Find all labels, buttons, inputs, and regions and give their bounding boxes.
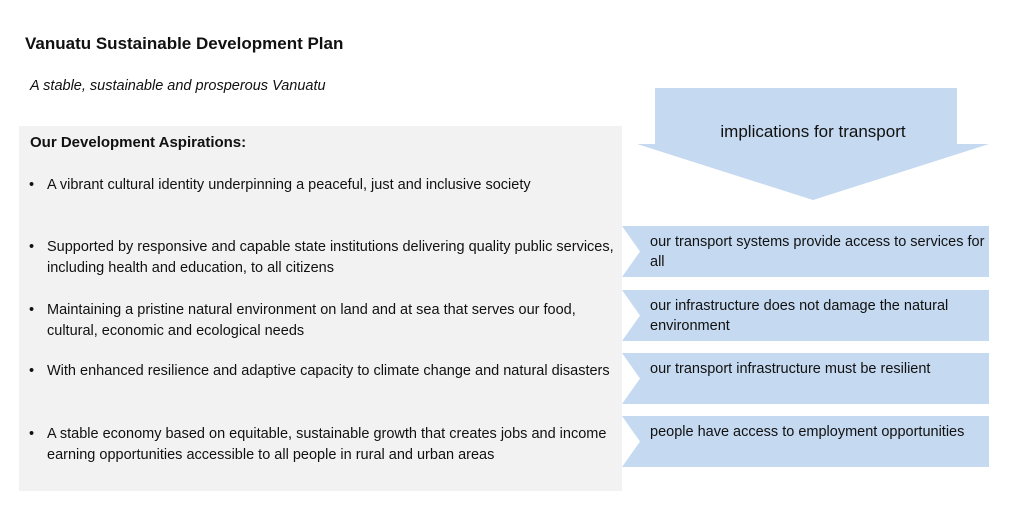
transport-header: implications for transport: [720, 122, 906, 141]
aspiration-item: [29, 361, 614, 382]
bullet-dot: •: [29, 426, 35, 442]
aspiration-text: Maintaining a pristine natural environment on land and at sea that serves our food, cultural, economic and ecological needs: [47, 302, 576, 339]
aspiration-item: [29, 300, 614, 342]
bullet-dot: •: [29, 177, 35, 193]
aspirations-heading: Our Development Aspirations:: [30, 134, 247, 151]
aspiration-text: A vibrant cultural identity underpinning a peaceful, just and inclusive society: [47, 177, 531, 193]
bullet-dot: •: [29, 363, 35, 379]
transport-arrow-shape: [637, 88, 989, 200]
aspiration-text: Supported by responsive and capable state institutions delivering quality public services, including health and education, to all citizens: [47, 239, 614, 276]
aspiration-item: [29, 237, 614, 279]
transport-down-arrow: [637, 88, 989, 200]
implication-text: our transport infrastructure must be resilient: [650, 361, 931, 377]
aspiration-text: A stable economy based on equitable, sustainable growth that creates jobs and income earning opportunities accessible to all people in rural and urban areas: [47, 426, 607, 463]
implication-text: our infrastructure does not damage the natural environment: [650, 298, 949, 334]
bullet-dot: •: [29, 302, 35, 318]
implication-text: people have access to employment opportunities: [650, 424, 965, 440]
implication-chevron: [622, 416, 989, 467]
bullet-dot: •: [29, 239, 35, 255]
implication-text: our transport systems provide access to services for all: [650, 234, 985, 270]
aspiration-item: [29, 424, 614, 466]
implication-chevron: [622, 353, 989, 404]
aspiration-text: With enhanced resilience and adaptive capacity to climate change and natural disasters: [47, 363, 610, 379]
implication-chevron: [622, 226, 989, 277]
page-title: Vanuatu Sustainable Development Plan: [25, 34, 344, 53]
implication-chevron: [622, 290, 989, 341]
vision-subtitle: A stable, sustainable and prosperous Vanuatu: [30, 78, 326, 94]
aspiration-item: [29, 175, 614, 196]
